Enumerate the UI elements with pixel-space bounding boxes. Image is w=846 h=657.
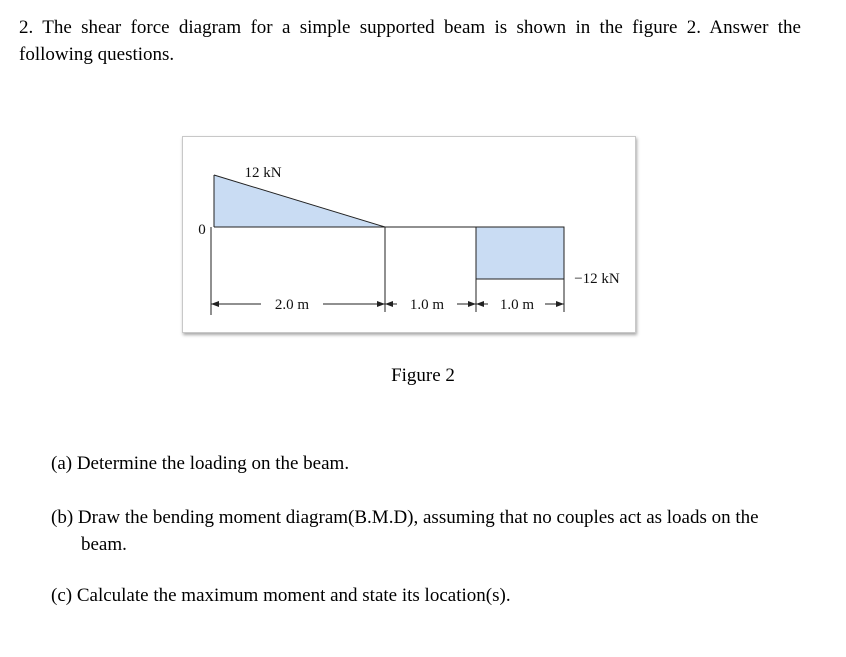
dimension-arrow-2-right [468, 301, 476, 307]
figure-caption-text: Figure 2 [391, 365, 455, 386]
question-part-b [51, 504, 811, 558]
negative-shear-area [476, 227, 564, 279]
negative-shear-label: −12 kN [574, 271, 620, 287]
dimension-arrow-1-left [211, 301, 219, 307]
dimension-label-1: 2.0 m [274, 297, 310, 313]
dimension-label-2: 1.0 m [409, 297, 445, 313]
figure-caption [0, 365, 846, 387]
dimension-arrow-3-right [556, 301, 564, 307]
figure-frame [182, 136, 636, 333]
positive-shear-label: 12 kN [244, 165, 282, 181]
question-text: 2. The shear force diagram for a simple supported beam is shown in the figure 2. Answer the following questions. [19, 17, 801, 65]
question-part-b-line2: beam. [81, 534, 127, 555]
dimension-arrow-1-right [377, 301, 385, 307]
question-part-b-line1: (b) Draw the bending moment diagram(B.M.D), assuming that no couples act as loads on the [51, 507, 759, 528]
shear-force-diagram [183, 137, 635, 332]
question-part-c: (c) Calculate the maximum moment and state its location(s). [51, 585, 511, 606]
dimension-label-3: 1.0 m [499, 297, 535, 313]
dimension-arrow-3-left [476, 301, 484, 307]
zero-label: 0 [198, 222, 206, 238]
dimension-arrow-2-left [385, 301, 393, 307]
question-part-a: (a) Determine the loading on the beam. [51, 453, 350, 474]
